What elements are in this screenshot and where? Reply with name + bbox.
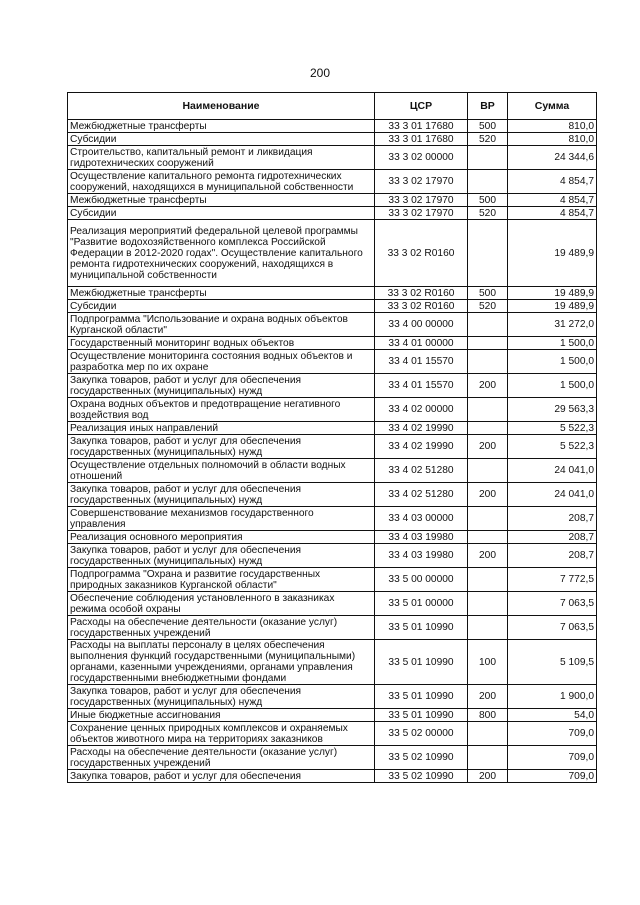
cell-csr: 33 4 03 19980 (375, 531, 468, 544)
cell-csr: 33 3 02 R0160 (375, 287, 468, 300)
cell-vr: 800 (468, 709, 508, 722)
cell-vr: 500 (468, 194, 508, 207)
table-row (68, 483, 597, 507)
table-row (68, 207, 597, 220)
cell-sum: 7 063,5 (508, 616, 597, 640)
cell-sum: 24 041,0 (508, 483, 597, 507)
cell-sum: 208,7 (508, 531, 597, 544)
cell-csr: 33 4 03 19980 (375, 544, 468, 568)
cell-sum: 19 489,9 (508, 300, 597, 313)
cell-sum: 5 109,5 (508, 640, 597, 685)
cell-sum: 31 272,0 (508, 313, 597, 337)
table-row (68, 568, 597, 592)
cell-csr: 33 3 02 R0160 (375, 300, 468, 313)
cell-csr: 33 5 00 00000 (375, 568, 468, 592)
cell-csr: 33 5 01 10990 (375, 709, 468, 722)
cell-sum: 54,0 (508, 709, 597, 722)
cell-sum: 709,0 (508, 722, 597, 746)
cell-csr: 33 4 01 00000 (375, 337, 468, 350)
budget-table (67, 92, 597, 783)
cell-csr: 33 5 02 10990 (375, 746, 468, 770)
cell-sum: 1 500,0 (508, 337, 597, 350)
cell-sum: 24 041,0 (508, 459, 597, 483)
cell-vr: 200 (468, 685, 508, 709)
cell-vr (468, 422, 508, 435)
cell-name: Реализация мероприятий федеральной целевой программы "Развитие водохозяйственного комплекса Российской Федерации в 2012-2020 годах". Осуществление капитального ремонта гидротехнических сооружений, находящихся в муниципальной собственности (68, 220, 375, 287)
cell-sum: 709,0 (508, 746, 597, 770)
header-vr: ВР (468, 93, 508, 120)
cell-sum: 208,7 (508, 507, 597, 531)
table-row (68, 459, 597, 483)
cell-vr: 200 (468, 483, 508, 507)
cell-csr: 33 4 02 00000 (375, 398, 468, 422)
cell-name: Закупка товаров, работ и услуг для обеспечения государственных (муниципальных) нужд (68, 544, 375, 568)
cell-name: Субсидии (68, 133, 375, 146)
cell-sum: 19 489,9 (508, 220, 597, 287)
cell-name: Совершенствование механизмов государственного управления (68, 507, 375, 531)
table-row (68, 337, 597, 350)
cell-sum: 810,0 (508, 133, 597, 146)
cell-csr: 33 3 01 17680 (375, 133, 468, 146)
cell-vr (468, 722, 508, 746)
table-row (68, 220, 597, 287)
cell-csr: 33 5 01 10990 (375, 640, 468, 685)
table-row (68, 146, 597, 170)
cell-csr: 33 3 02 R0160 (375, 220, 468, 287)
table-row (68, 507, 597, 531)
cell-name: Межбюджетные трансферты (68, 120, 375, 133)
cell-sum: 4 854,7 (508, 194, 597, 207)
cell-vr (468, 220, 508, 287)
cell-name: Реализация основного мероприятия (68, 531, 375, 544)
cell-vr (468, 568, 508, 592)
cell-name: Расходы на обеспечение деятельности (оказание услуг) государственных учреждений (68, 746, 375, 770)
cell-vr (468, 531, 508, 544)
cell-sum: 1 900,0 (508, 685, 597, 709)
cell-csr: 33 3 02 00000 (375, 146, 468, 170)
table-row (68, 300, 597, 313)
cell-vr (468, 592, 508, 616)
cell-sum: 4 854,7 (508, 207, 597, 220)
cell-csr: 33 4 02 51280 (375, 483, 468, 507)
cell-csr: 33 3 02 17970 (375, 170, 468, 194)
cell-csr: 33 4 01 15570 (375, 350, 468, 374)
cell-sum: 709,0 (508, 770, 597, 783)
header-sum: Сумма (508, 93, 597, 120)
table-row (68, 313, 597, 337)
table-row (68, 120, 597, 133)
cell-csr: 33 4 02 51280 (375, 459, 468, 483)
cell-vr: 500 (468, 287, 508, 300)
cell-name: Осуществление отдельных полномочий в области водных отношений (68, 459, 375, 483)
cell-vr (468, 146, 508, 170)
cell-name: Расходы на обеспечение деятельности (оказание услуг) государственных учреждений (68, 616, 375, 640)
table-row (68, 640, 597, 685)
cell-name: Межбюджетные трансферты (68, 194, 375, 207)
cell-name: Иные бюджетные ассигнования (68, 709, 375, 722)
cell-name: Подпрограмма "Охрана и развитие государственных природных заказников Курганской области" (68, 568, 375, 592)
cell-csr: 33 5 01 10990 (375, 685, 468, 709)
header-name: Наименование (68, 93, 375, 120)
cell-sum: 1 500,0 (508, 374, 597, 398)
cell-csr: 33 3 02 17970 (375, 207, 468, 220)
cell-vr (468, 313, 508, 337)
table-row (68, 194, 597, 207)
table-row (68, 722, 597, 746)
table-row (68, 685, 597, 709)
cell-sum: 4 854,7 (508, 170, 597, 194)
cell-vr (468, 507, 508, 531)
table-row (68, 709, 597, 722)
cell-csr: 33 4 03 00000 (375, 507, 468, 531)
cell-name: Охрана водных объектов и предотвращение негативного воздействия вод (68, 398, 375, 422)
table-row (68, 770, 597, 783)
cell-name: Строительство, капитальный ремонт и ликвидация гидротехнических сооружений (68, 146, 375, 170)
cell-sum: 7 063,5 (508, 592, 597, 616)
cell-name: Реализация иных направлений (68, 422, 375, 435)
cell-csr: 33 3 01 17680 (375, 120, 468, 133)
table-row (68, 435, 597, 459)
cell-vr (468, 398, 508, 422)
cell-name: Субсидии (68, 207, 375, 220)
page-number: 200 (309, 66, 331, 80)
cell-csr: 33 4 02 19990 (375, 435, 468, 459)
cell-vr (468, 459, 508, 483)
cell-name: Осуществление капитального ремонта гидротехнических сооружений, находящихся в муниципальной собственности (68, 170, 375, 194)
cell-name: Закупка товаров, работ и услуг для обеспечения (68, 770, 375, 783)
cell-sum: 7 772,5 (508, 568, 597, 592)
cell-name: Субсидии (68, 300, 375, 313)
cell-name: Сохранение ценных природных комплексов и охраняемых объектов животного мира на территориях заказников (68, 722, 375, 746)
table-row (68, 746, 597, 770)
table-row (68, 531, 597, 544)
cell-vr (468, 170, 508, 194)
cell-sum: 5 522,3 (508, 435, 597, 459)
cell-sum: 29 563,3 (508, 398, 597, 422)
cell-csr: 33 5 01 10990 (375, 616, 468, 640)
table-row (68, 544, 597, 568)
cell-vr: 520 (468, 300, 508, 313)
cell-name: Межбюджетные трансферты (68, 287, 375, 300)
cell-name: Закупка товаров, работ и услуг для обеспечения государственных (муниципальных) нужд (68, 685, 375, 709)
table-header-row (68, 93, 597, 120)
cell-sum: 810,0 (508, 120, 597, 133)
cell-name: Закупка товаров, работ и услуг для обеспечения государственных (муниципальных) нужд (68, 435, 375, 459)
cell-name: Расходы на выплаты персоналу в целях обеспечения выполнения функций государственными (муниципальными) органами, казенными учреждениями, органами управления государственными внебюджетными фондами (68, 640, 375, 685)
cell-sum: 19 489,9 (508, 287, 597, 300)
cell-sum: 24 344,6 (508, 146, 597, 170)
table-row (68, 422, 597, 435)
table-row (68, 592, 597, 616)
cell-csr: 33 3 02 17970 (375, 194, 468, 207)
cell-vr (468, 350, 508, 374)
cell-csr: 33 5 02 10990 (375, 770, 468, 783)
cell-csr: 33 5 01 00000 (375, 592, 468, 616)
cell-vr (468, 337, 508, 350)
cell-name: Закупка товаров, работ и услуг для обеспечения государственных (муниципальных) нужд (68, 374, 375, 398)
table-row (68, 374, 597, 398)
cell-vr (468, 746, 508, 770)
table-row (68, 133, 597, 146)
cell-vr: 200 (468, 770, 508, 783)
cell-sum: 5 522,3 (508, 422, 597, 435)
cell-sum: 208,7 (508, 544, 597, 568)
table-row (68, 287, 597, 300)
table-row (68, 170, 597, 194)
cell-name: Осуществление мониторинга состояния водных объектов и разработка мер по их охране (68, 350, 375, 374)
cell-csr: 33 4 00 00000 (375, 313, 468, 337)
cell-vr: 200 (468, 544, 508, 568)
cell-name: Обеспечение соблюдения установленного в заказниках режима особой охраны (68, 592, 375, 616)
cell-vr: 200 (468, 435, 508, 459)
table-row (68, 350, 597, 374)
cell-vr: 100 (468, 640, 508, 685)
cell-csr: 33 4 01 15570 (375, 374, 468, 398)
cell-csr: 33 5 02 00000 (375, 722, 468, 746)
table-row (68, 398, 597, 422)
table-row (68, 616, 597, 640)
cell-name: Подпрограмма "Использование и охрана водных объектов Курганской области" (68, 313, 375, 337)
cell-vr: 500 (468, 120, 508, 133)
cell-csr: 33 4 02 19990 (375, 422, 468, 435)
header-csr: ЦСР (375, 93, 468, 120)
cell-vr (468, 616, 508, 640)
cell-vr: 520 (468, 207, 508, 220)
cell-name: Государственный мониторинг водных объектов (68, 337, 375, 350)
cell-sum: 1 500,0 (508, 350, 597, 374)
cell-vr: 520 (468, 133, 508, 146)
cell-name: Закупка товаров, работ и услуг для обеспечения государственных (муниципальных) нужд (68, 483, 375, 507)
cell-vr: 200 (468, 374, 508, 398)
